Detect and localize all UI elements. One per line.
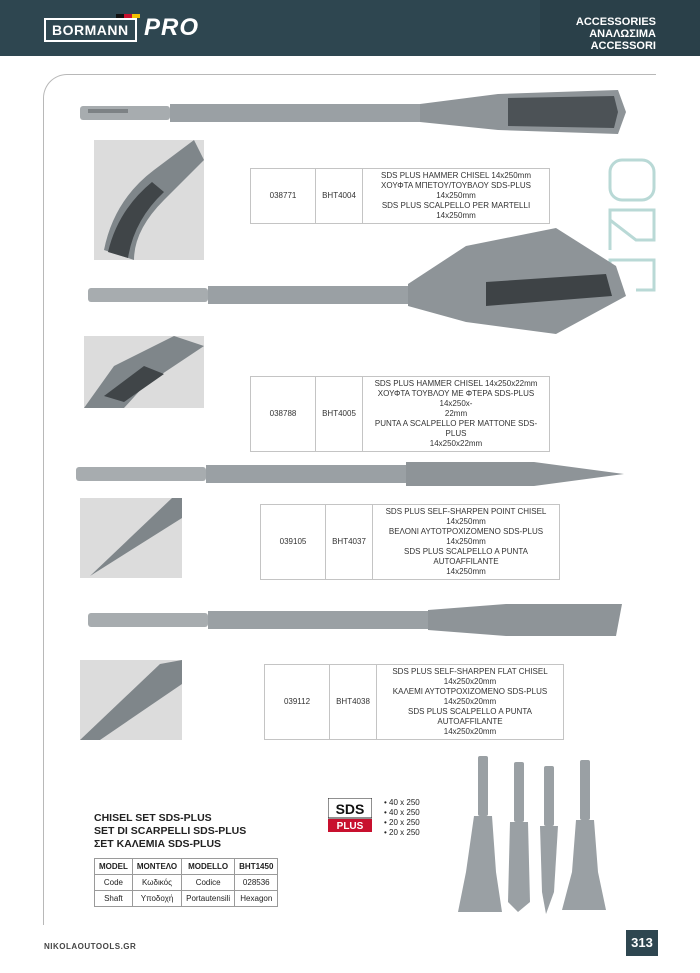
badge-sds-text: SDS	[335, 801, 365, 817]
spec-cell: Portautensili	[182, 891, 235, 907]
desc-line: SDS PLUS SELF-SHARPEN FLAT CHISEL	[392, 667, 548, 676]
section-title-it: ACCESSORI	[590, 40, 656, 52]
desc-line: ΧΟΥΦΤΑ ΤΟΥΒΛΟΥ ΜΕ ΦΤΕΡΑ SDS-PLUS 14x250x-	[377, 389, 535, 408]
spec-cell: ΜΟΝΤΕΛΟ	[132, 859, 181, 875]
size-item: • 20 x 250	[384, 818, 420, 827]
set-title-gr: ΣΕΤ ΚΑΛΕΜΙΑ SDS-PLUS	[94, 838, 222, 850]
spec-row	[95, 875, 278, 891]
desc-line: ΒΕΛΟΝΙ ΑΥΤΟΤΡΟΧΙΖΟΜΕΝΟ SDS-PLUS 14x250mm	[388, 527, 544, 546]
spec-cell: MODELLO	[182, 859, 235, 875]
product-description	[377, 665, 564, 740]
size-item: • 40 x 250	[384, 808, 420, 817]
product-code: 038788	[251, 377, 316, 452]
desc-line: 14x250mm	[446, 517, 486, 526]
product-description	[363, 377, 550, 452]
section-title-gr: ΑΝΑΛΩΣΙΜΑ	[589, 28, 656, 40]
spec-cell: 028536	[235, 875, 278, 891]
footer-website[interactable]: NIKOLAOUTOOLS.GR	[44, 942, 137, 951]
point-chisel-image	[74, 454, 628, 494]
set-title-en: CHISEL SET SDS-PLUS	[94, 812, 212, 824]
desc-line: SDS PLUS SELF-SHARPEN POINT CHISEL	[385, 507, 547, 516]
product-code: 039105	[261, 505, 326, 580]
desc-line: 14x250x20mm	[443, 727, 497, 736]
desc-line: 14x250mm	[446, 567, 486, 576]
flat-chisel-image	[86, 600, 626, 640]
desc-line: 14x250x22mm	[429, 439, 483, 448]
point-chisel-detail	[80, 498, 182, 578]
desc-line: 14x250x20mm	[443, 677, 497, 686]
desc-line: SDS PLUS HAMMER CHISEL 14x250mm	[381, 171, 531, 180]
product-model: BHT4038	[330, 665, 377, 740]
chisel-set-spec-table	[94, 858, 278, 907]
page-header	[0, 0, 700, 56]
size-item: • 40 x 250	[384, 798, 420, 807]
desc-line: ΧΟΥΦΤΑ ΜΠΕΤΟΥ/ΤΟΥΒΛΟΥ SDS-PLUS 14x250mm	[381, 181, 531, 200]
spec-cell: Codice	[182, 875, 235, 891]
brand-suffix: PRO	[144, 14, 200, 41]
desc-line: SDS PLUS SCALPELLO A PUNTA AUTOAFFILANTE	[408, 707, 532, 726]
desc-line: 22mm	[444, 409, 468, 418]
winged-chisel-detail	[84, 336, 204, 408]
product-description	[363, 169, 550, 224]
product-model: BHT4037	[326, 505, 373, 580]
set-sizes-list	[384, 798, 420, 838]
section-titles	[576, 16, 656, 52]
spec-row	[95, 891, 278, 907]
badge-plus-text: PLUS	[336, 821, 364, 832]
brand-name: BORMANN	[52, 22, 129, 38]
chisel-set-title	[94, 812, 246, 851]
chisel-set-image	[446, 752, 626, 920]
sds-plus-badge	[328, 798, 372, 832]
product-description	[373, 505, 560, 580]
spec-cell: Υποδοχή	[132, 891, 181, 907]
product-table-039105	[260, 504, 560, 580]
product-model: BHT4005	[316, 377, 363, 452]
desc-line: ΚΑΛΕΜΙ ΑΥΤΟΤΡΟΧΙΖΟΜΕΝΟ SDS-PLUS	[392, 687, 548, 696]
desc-line: 14x250x20mm	[443, 697, 497, 706]
set-title-it: SET DI SCARPELLI SDS-PLUS	[94, 825, 247, 837]
product-table-039112	[264, 664, 564, 740]
desc-line: SDS PLUS SCALPELLO PER MARTELLI 14x250mm	[381, 201, 531, 220]
size-item: • 20 x 250	[384, 828, 420, 837]
product-code: 038771	[251, 169, 316, 224]
flat-chisel-detail	[80, 660, 182, 740]
spec-cell: Code	[95, 875, 133, 891]
product-model: BHT4004	[316, 169, 363, 224]
product-table-038788	[250, 376, 550, 452]
spec-cell: MODEL	[95, 859, 133, 875]
flag-stripe	[116, 14, 140, 18]
product-table-038771	[250, 168, 550, 224]
desc-line: SDS PLUS HAMMER CHISEL 14x250x22mm	[374, 379, 538, 388]
spec-cell: Κωδικός	[132, 875, 181, 891]
desc-line: SDS PLUS SCALPELLO A PUNTA AUTOAFFILANTE	[404, 547, 528, 566]
brand-logo	[44, 18, 137, 42]
page-number: 313	[626, 930, 658, 956]
spec-cell: BHT1450	[235, 859, 278, 875]
product-code: 039112	[265, 665, 330, 740]
spec-row	[95, 859, 278, 875]
winged-chisel-image	[86, 226, 626, 336]
desc-line: PUNTA A SCALPELLO PER MATTONE SDS-PLUS	[374, 419, 538, 438]
spec-cell: Hexagon	[235, 891, 278, 907]
section-title-en: ACCESSORIES	[575, 16, 656, 28]
spec-cell: Shaft	[95, 891, 133, 907]
hammer-chisel-image	[78, 84, 638, 140]
